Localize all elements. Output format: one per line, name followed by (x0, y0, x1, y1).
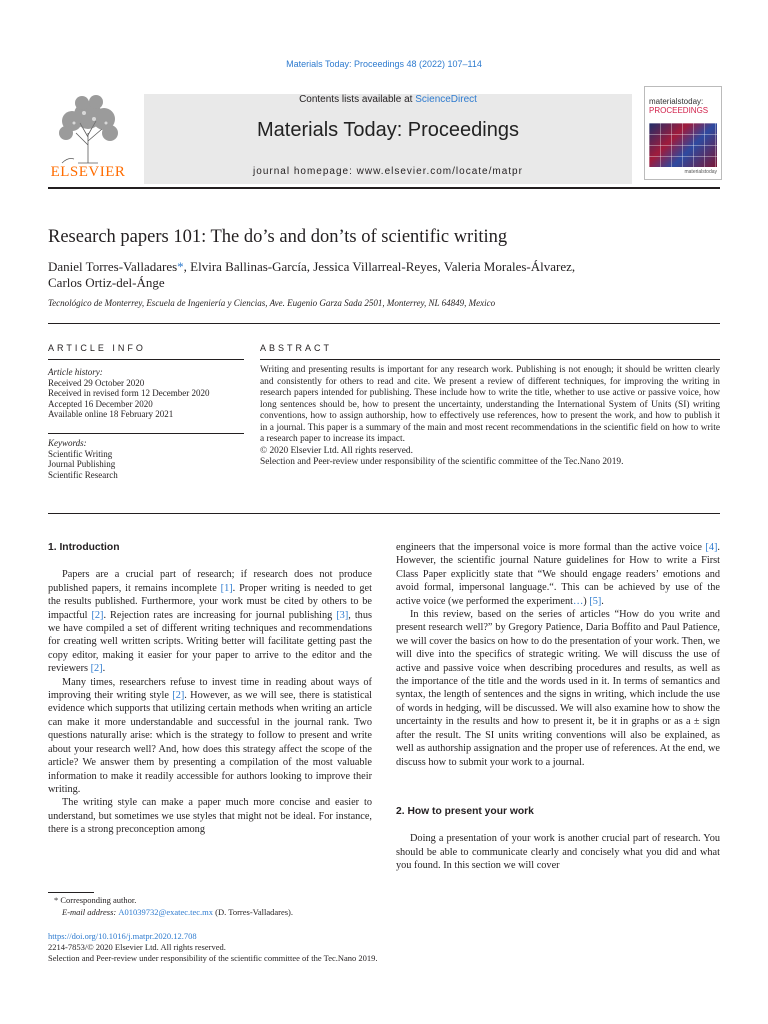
author-1: Daniel Torres-Valladares (48, 259, 178, 274)
abstract-rule (260, 359, 720, 360)
history-online: Available online 18 February 2021 (48, 409, 174, 419)
abstract-text: Writing and presenting results is important for any research work. Publishing is not enough; it should be written clearly and consistently for others to read and cite. We present a review of different techniques, for improving the writing in research papers intended for publishing. These include how to write the title, whether to use active or passive voice, how long sentences should be, how to present the uncertainty, understanding the International System of Units (SI) writing conventions, how to assign authorship, how to effectively use references, how to present the work, and how to publish it in a journal. This paper is a summary of the main and most recent recommendations in the scientific field on how to write a research paper to increase its impact. (260, 365, 720, 444)
abstract-heading: ABSTRACT (260, 343, 333, 353)
section-1-heading: 1. Introduction (48, 542, 120, 553)
reference-link[interactable]: [3] (336, 609, 349, 621)
keyword-item: Journal Publishing (48, 459, 116, 469)
history-received: Received 29 October 2020 (48, 377, 145, 388)
corresponding-author-label: Corresponding author. (60, 895, 137, 905)
text-run: . (102, 663, 106, 675)
section-2-paragraph-1: Doing a presentation of your work is another crucial part of research. You should be able to communicate clearly and concisely what you did and what you found. In this section we will cover (396, 833, 720, 872)
corresponding-author-mark[interactable]: * (177, 259, 184, 274)
abstract-body (260, 365, 720, 469)
cover-image-grid (649, 123, 717, 167)
reference-link[interactable]: [5] (589, 595, 602, 607)
reference-link[interactable]: [2] (90, 663, 103, 675)
text-run: Papers are a crucial part of research; if research does not produce published papers, it remains incomplete (48, 569, 372, 594)
body-column-right (396, 541, 720, 873)
authors-line1: , Elvira Ballinas-García, Jessica Villarreal-Reyes, Valeria Morales-Álvarez, (183, 259, 576, 274)
history-revised: Received in revised form 12 December 2020 (48, 388, 210, 398)
text-run: Many times, researchers refuse to invest time in reading about ways of improving their writing style (48, 676, 372, 702)
title-divider (48, 323, 720, 324)
article-history (48, 367, 248, 420)
author-list (48, 259, 720, 291)
text-run: ) (583, 595, 590, 607)
text-run: , thus we have compiled a set of different writing techniques and recommendations for creating well written scripts. Writing better will facilitate getting past the copy editor, making it easier for your paper to arrive to the editor and the reviewers (48, 609, 372, 675)
text-run: . However, as we will see, there is statistical evidence which supports that utilizing certain methods when writing an article can make it more understandable and successful in the journal rank. Two questions naturally arise: which is the strategy to follow to present and write about your research well? And, how does this strategy affect the scope of the article? We answer them by presenting a compilation of the most valuable information to make it readily accessible for authors looking to improve their writing. (48, 690, 372, 795)
journal-cover-thumbnail[interactable] (644, 86, 722, 180)
contents-prefix: Contents lists available at (299, 94, 416, 105)
intro-paragraph-3-continued (396, 541, 720, 608)
keywords-label: Keywords: (48, 438, 87, 448)
abstract-divider (48, 513, 720, 514)
history-label: Article history: (48, 367, 103, 377)
text-run: . Rejection rates are increasing for journal publishing (103, 609, 337, 621)
abstract-selection-note: Selection and Peer-review under responsibility of the scientific committee of the Tec.Nano 2019. (260, 457, 624, 467)
cover-title-line1: materialstoday: (649, 97, 704, 106)
email-label: E-mail address: (62, 906, 119, 917)
doi-link[interactable]: https://doi.org/10.1016/j.matpr.2020.12.708 (48, 931, 197, 941)
homepage-prefix: journal homepage: (253, 166, 357, 177)
header-divider (48, 187, 720, 189)
reference-link[interactable]: [2] (91, 609, 104, 621)
cover-title (649, 97, 708, 115)
intro-paragraph-2 (48, 676, 372, 797)
text-run: . However, the scientific journal Nature guidelines for How to write a First Class Paper explicitly state that “We should engage readers’ emotions and avoid formal, impersonal language.“. This can be achieved by use of the active voice (we performed the experiment (396, 542, 720, 607)
footnote-block (48, 895, 448, 918)
email-suffix: (D. Torres-Valladares). (213, 906, 294, 917)
journal-title: Materials Today: Proceedings (257, 119, 519, 141)
authors-line2: Carlos Ortiz-del-Ánge (48, 275, 165, 290)
affiliation: Tecnológico de Monterrey, Escuela de Ingeniería y Ciencias, Ave. Eugenio Garza Sada 2501, Monterrey, NL 64849, Mexico (48, 298, 496, 308)
citation-link[interactable]: Materials Today: Proceedings 48 (2022) 107–114 (286, 59, 482, 69)
text-run: . (601, 595, 604, 607)
article-title: Research papers 101: The do’s and don’ts of scientific writing (48, 227, 508, 247)
article-bottom-info (48, 931, 720, 964)
keyword-item: Scientific Research (48, 469, 118, 480)
homepage-link[interactable]: www.elsevier.com/locate/matpr (356, 166, 523, 177)
abstract-copyright: © 2020 Elsevier Ltd. All rights reserved. (260, 445, 413, 456)
reference-link[interactable]: [2] (172, 690, 185, 702)
journal-citation[interactable] (0, 59, 768, 69)
text-run: . Proper writing is needed to get the results published. Furthermore, your work must be cited by others to be impactful (48, 582, 372, 621)
cover-footer: materialstoday (684, 169, 717, 175)
tree-icon (48, 93, 128, 165)
bottom-selection-note: Selection and Peer-review under responsibility of the scientific committee of the Tec.Nano 2019. (48, 953, 378, 963)
reference-link[interactable]: [1] (220, 582, 233, 594)
intro-paragraph-3: The writing style can make a paper much more concise and easier to understand, but sometimes we use styles that might not be ideal. For instance, there is a strong preconception among (48, 797, 372, 836)
keyword-item: Scientific Writing (48, 448, 113, 459)
text-run: engineers that the impersonal voice is more formal than the active voice (396, 542, 706, 553)
footnote-rule (48, 892, 94, 893)
intro-paragraph-1 (48, 568, 372, 675)
keywords-block (48, 438, 248, 480)
journal-homepage-line (144, 166, 632, 177)
elsevier-wordmark: ELSEVIER (50, 164, 126, 180)
contents-available-line (144, 94, 632, 105)
article-info-heading: ARTICLE INFO (48, 343, 146, 353)
issn-copyright: 2214-7853/© 2020 Elsevier Ltd. All rights reserved. (48, 942, 226, 952)
cover-title-line2: PROCEEDINGS (649, 106, 709, 115)
footnote-mark: * (54, 895, 59, 905)
reference-link[interactable]: [4] (705, 542, 718, 553)
article-info-rule (48, 359, 244, 360)
ellipsis-link[interactable]: … (572, 595, 584, 607)
intro-paragraph-4: In this review, based on the series of articles “How do you write and present research well?” by Gregory Patience, Daria Boffito and Paul Patience, we will cover the basics on how to do the presentation of your work. Then, we will dive into the specifics of strategic writing. We will discuss the use of active and passive voice when describing procedures and results, as well as the importance of the title and the words used in it. In terms of semantics and syntax, the length of sentences and the signs in writing, which include the use of words in hedging, will be discussed. We will also examine how to show the uncertainty in the results and how to present it, be it in graphs or as a ± sign after the result. The SI units writing conventions will also be explained, as well as authorship assignation and the proper use of references. At the end, we discuss how to submit your work to a journal. (396, 609, 720, 768)
keywords-rule (48, 433, 244, 434)
sciencedirect-link[interactable]: ScienceDirect (415, 94, 477, 105)
email-link[interactable]: A01039732@exatec.tec.mx (118, 906, 214, 917)
section-2-heading: 2. How to present your work (396, 805, 534, 817)
body-column-left (48, 541, 372, 837)
history-accepted: Accepted 16 December 2020 (48, 398, 153, 409)
